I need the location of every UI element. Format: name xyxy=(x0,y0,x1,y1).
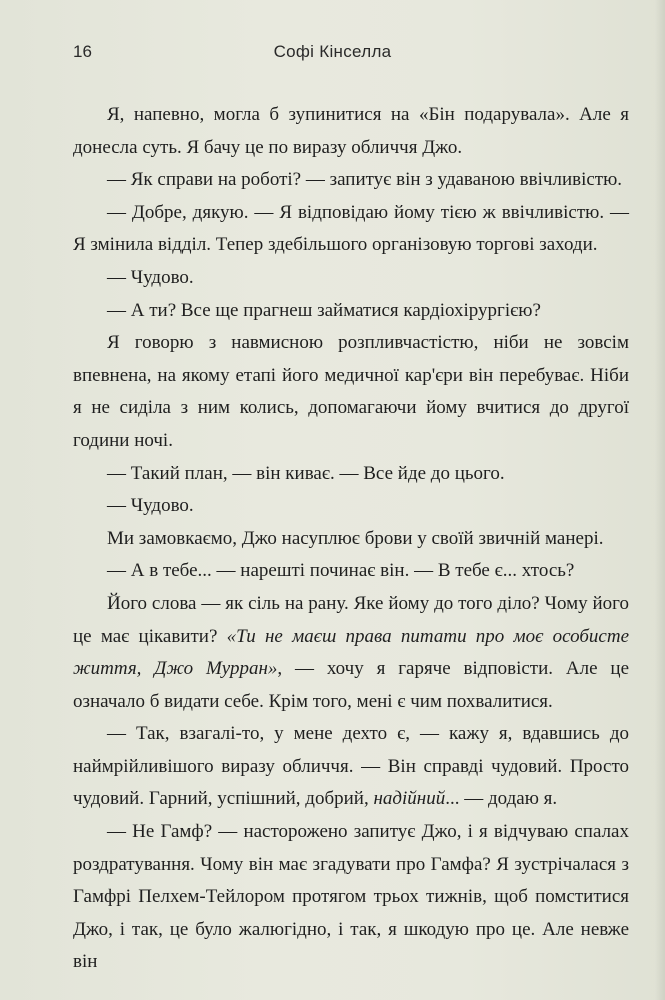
text-run: — А в тебе... — нарешті починає він. — В тебе є... хтось? xyxy=(107,560,575,582)
page-edge-shadow xyxy=(655,0,665,1000)
paragraph xyxy=(73,588,629,718)
body-text xyxy=(73,99,629,979)
text-run: Ми замовкаємо, Джо насуплює брови у своїй звичній манері. xyxy=(107,527,604,549)
paragraph xyxy=(73,327,629,457)
italic-text: надійний xyxy=(373,788,446,810)
text-run: Я, напевно, могла б зупинитися на «Бін подарувала». Але я донесла суть. Я бачу це по виразу обличчя Джо. xyxy=(73,104,629,158)
paragraph xyxy=(73,523,629,556)
text-run: — Такий план, — він киває. — Все йде до цього. xyxy=(107,462,505,484)
paragraph xyxy=(73,555,629,588)
paragraph xyxy=(73,99,629,164)
text-run: — А ти? Все ще прагнеш займатися кардіохірургією? xyxy=(107,299,541,321)
paragraph xyxy=(73,490,629,523)
italic-text: «Ти не маєш права питати про моє особисте життя, Джо Мурран» xyxy=(73,625,630,680)
text-run: — Чудово. xyxy=(107,266,194,288)
text-run: — Як справи на роботі? — запитує він з удаваною ввічливістю. xyxy=(107,169,623,191)
text-run: — Не Гамф? — насторожено запитує Джо, і я відчуваю спалах роздратування. Чому він має згадувати про Гамфа? Я зустрічалася з Гамфрі Пелхем-Тейлором протягом трьох тижнів, щоб помститися Джо, і так, це було жалюгідно, і так, я шкодую про це. Але невже він xyxy=(73,821,629,973)
page-header xyxy=(0,42,665,72)
paragraph xyxy=(73,262,629,295)
text-run: — Чудово. xyxy=(107,495,194,517)
text-run: Його слова — як сіль на рану. Яке йому до того діло? Чому його це має цікавити? xyxy=(73,592,629,647)
paragraph xyxy=(73,164,629,197)
page-number: 16 xyxy=(73,42,92,61)
paragraph xyxy=(73,197,629,262)
text-run: — Добре, дякую. — Я відповідаю йому тією ж ввічливістю. — Я змінила відділ. Тепер здебільшого організовую торгові заходи. xyxy=(73,201,629,256)
text-run: ... — додаю я. xyxy=(445,788,558,810)
paragraph xyxy=(73,718,629,816)
paragraph xyxy=(73,458,629,491)
paragraph xyxy=(73,295,629,328)
text-run: , — хочу я гаряче відповісти. Але це означало б видати себе. Крім того, мені є чим похвалитися. xyxy=(73,658,630,712)
running-title: Софі Кінселла xyxy=(273,42,392,61)
text-run: Я говорю з навмисною розпливчастістю, ніби не зовсім впевнена, на якому етапі його медичної кар'єри він перебуває. Ніби я не сиділа з ним колись, допомагаючи йому вчитися до другої години ночі. xyxy=(73,332,629,451)
text-run: — Так, взагалі-то, у мене дехто є, — кажу я, вдавшись до наймрійливішого виразу обличчя. — Він справді чудовий. Просто чудовий. Гарний, успішний, добрий, xyxy=(73,723,629,810)
paragraph xyxy=(73,816,629,979)
